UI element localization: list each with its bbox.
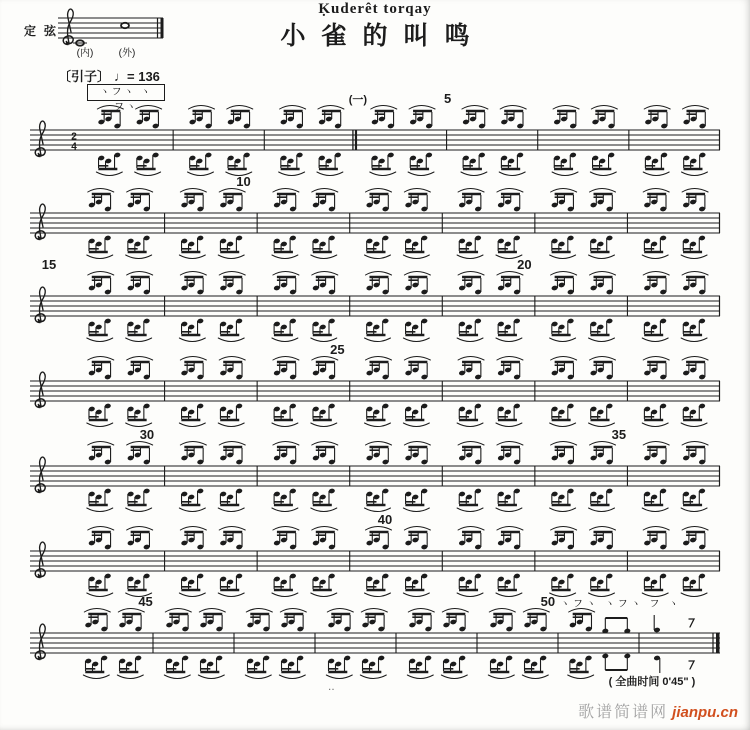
measure-number: 30	[139, 427, 155, 442]
treble-clef-icon	[35, 287, 45, 323]
staff-and-notes	[30, 442, 720, 512]
tempo-value: ♩= 136	[114, 69, 160, 84]
watermark-url: jianpu.cn	[672, 704, 738, 721]
page-mark: ‥	[328, 682, 337, 693]
measure-number: 10	[236, 174, 251, 189]
outer-string-label: (外)	[118, 48, 136, 59]
treble-clef-icon	[35, 372, 45, 408]
bowing-pattern-box: ヽフヽ ヽフヽ	[87, 84, 165, 101]
watermark	[578, 699, 738, 722]
page-title: 小雀的叫鸣	[280, 22, 486, 50]
treble-clef-icon	[35, 624, 45, 660]
measure-number: 35	[611, 427, 627, 442]
watermark-site-name: 歌谱简谱网	[578, 704, 669, 721]
measure-number: 40	[377, 512, 393, 527]
duration-note: ( 全曲时间 0'45" )	[608, 676, 696, 688]
treble-clef-icon	[35, 542, 45, 578]
staff-and-notes	[30, 106, 720, 176]
staff-and-notes	[30, 609, 720, 679]
final-barline	[716, 633, 720, 653]
treble-clef-icon	[35, 204, 45, 240]
ending-bow-marks: ヽフヽ ヽフヽ フ ヽ	[560, 599, 682, 610]
staff-and-notes	[30, 527, 720, 597]
inner-string-label: (内)	[76, 48, 94, 59]
measure-number: 45	[138, 594, 153, 609]
tempo-marking	[58, 66, 160, 85]
intro-label: 〔引子〕	[58, 69, 111, 84]
staff-and-notes	[30, 272, 720, 342]
svg-text:4: 4	[71, 141, 77, 153]
section-mark: (一)	[348, 94, 368, 106]
treble-clef-icon	[35, 457, 45, 493]
measure-number: 5	[444, 91, 452, 106]
measure-number: 15	[41, 257, 57, 272]
measure-number: 50	[540, 594, 556, 609]
measure-number: 25	[330, 342, 345, 357]
music-system-7	[0, 591, 750, 697]
time-signature	[71, 132, 77, 153]
staff-and-notes	[30, 357, 720, 427]
staff-and-notes	[30, 189, 720, 259]
tuning-label: 定弦	[24, 24, 65, 38]
svg-text:2: 2	[71, 131, 77, 143]
measure-number: 20	[517, 257, 532, 272]
treble-clef-icon	[35, 121, 45, 157]
title-latin: Ḳuderêt torqay	[318, 1, 432, 17]
